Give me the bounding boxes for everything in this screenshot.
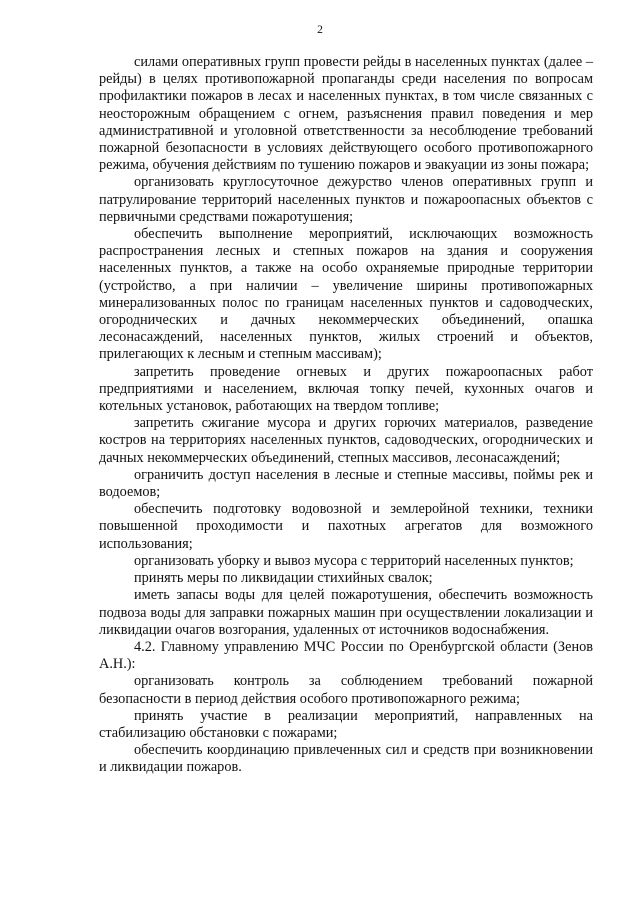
page-number: 2	[317, 24, 323, 36]
paragraph-restrict-access: ограничить доступ населения в лесные и степные массивы, поймы рек и водоемов;	[99, 466, 593, 501]
paragraph-dumps: принять меры по ликвидации стихийных свалок;	[134, 570, 433, 587]
paragraph-garbage-removal: организовать уборку и вывоз мусора с территорий населенных пунктов;	[134, 552, 574, 569]
paragraph-raids: силами оперативных групп провести рейды в населенных пунктах (далее – рейды) в целях противопожарной пропаганды среди населения по вопросам профилактики пожаров в лесах и населенных пунктах, в том числе связанных с неосторожным обращением с огнем, разъяснения правил поведения и мер административной и уголовной ответственности за несоблюдение требований пожарной безопасности в условиях действующего особого противопожарного режима, обучения действиям по тушению пожаров и эвакуации из зоны пожара;	[99, 54, 593, 174]
paragraph-fire-spread-measures: обеспечить выполнение мероприятий, исключающих возможность распространения лесных и степных пожаров на здания и сооружения населенных пунктов, а также на особо охраняемые природные территории (устройство, а при наличии – увеличение ширины противопожарных минерализованных полос по границам населенных пунктов и садоводческих, огороднических и дачных некоммерческих объединений, опашка лесонасаждений, населенных пунктов, жилых строений и объектов, прилегающих к лесным и степным массивам);	[99, 226, 593, 363]
paragraph-safety-control: организовать контроль за соблюдением требований пожарной безопасности в период действия особого противопожарного режима;	[99, 673, 593, 707]
paragraph-ban-fire-works: запретить проведение огневых и других пожароопасных работ предприятиями и населением, включая топку печей, кухонных очагов и котельных установок, работающих на твердом топливе;	[99, 363, 593, 415]
paragraph-coordination: обеспечить координацию привлеченных сил и средств при возникновении и ликвидации пожаров.	[99, 742, 593, 776]
paragraph-equipment: обеспечить подготовку водовозной и землеройной техники, техники повышенной проходимости и пахотных агрегатов для возможного использования;	[99, 501, 593, 552]
paragraph-water-supply: иметь запасы воды для целей пожаротушения, обеспечить возможность подвоза воды для заправки пожарных машин при осуществлении локализации и ликвидации очагов возгорания, удаленных от источников водоснабжения.	[99, 587, 593, 638]
paragraph-duty-patrol: организовать круглосуточное дежурство членов оперативных групп и патрулирование территорий населенных пунктов и пожароопасных объектов с первичными средствами пожаротушения;	[99, 174, 593, 225]
paragraph-ban-burning: запретить сжигание мусора и других горючих материалов, разведение костров на территориях населенных пунктов, садоводческих, огороднических и дачных некоммерческих объединений, степных массивов, лесонасаждений;	[99, 415, 593, 466]
paragraph-section-4-2: 4.2. Главному управлению МЧС России по Оренбургской области (Зенов А.Н.):	[99, 638, 593, 673]
paragraph-stabilization: принять участие в реализации мероприятий, направленных на стабилизацию обстановки с пожарами;	[99, 707, 593, 741]
document-body	[99, 54, 593, 777]
